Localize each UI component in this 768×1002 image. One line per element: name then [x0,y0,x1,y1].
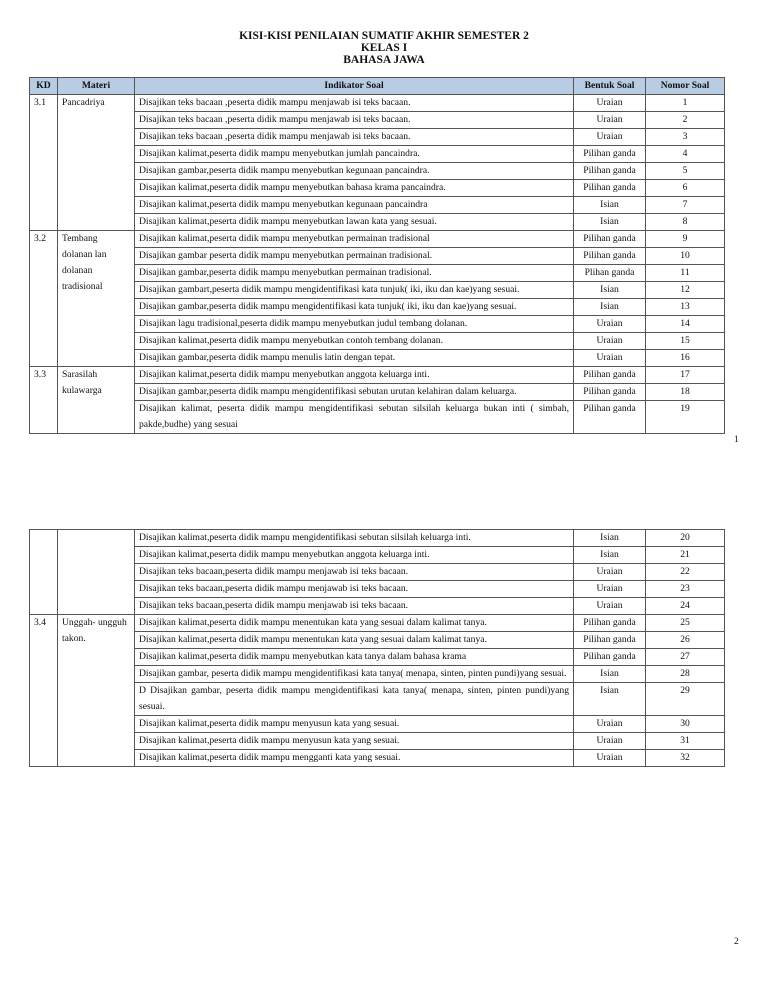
page-number: 1 [734,435,739,445]
nomor-cell: 9 [646,231,725,248]
bentuk-cell: Uraian [574,564,646,581]
bentuk-cell: Isian [574,683,646,716]
bentuk-cell: Uraian [574,598,646,615]
table-row [30,564,725,581]
indikator-cell: Disajikan teks bacaan ,peserta didik mampu menjawab isi teks bacaan. [135,95,574,112]
materi-line: Unggah- ungguh [62,617,127,628]
materi-line: dolanan lan [62,249,107,260]
kd-cell: 3.1 [30,95,58,231]
indikator-cell: Disajikan kalimat,peserta didik mampu menentukan kata yang sesuai dalam kalimat tanya. [135,615,574,632]
kd-cell: 3.3 [30,367,58,434]
bentuk-cell: Uraian [574,733,646,750]
table-row [30,214,725,231]
materi-cell [58,367,135,434]
kd-cell: 3.2 [30,231,58,367]
indikator-cell: Disajikan kalimat,peserta didik mampu mengidentifikasi sebutan silsilah keluarga inti. [135,530,574,547]
bentuk-cell: Pilihan ganda [574,367,646,384]
indikator-cell: Disajikan gambart,peserta didik mampu mengidentifikasi kata tunjuk( iki, iku dan kae)yang sesuai. [135,282,574,299]
subject-label: BAHASA JAWA [343,54,425,66]
indikator-cell: Disajikan gambar,peserta didik mampu mengidentifikasi sebutan urutan kelahiran dalam keluarga. [135,384,574,401]
indikator-cell: Disajikan kalimat,peserta didik mampu menyebutkan bahasa krama pancaindra. [135,180,574,197]
materi-line: takon. [62,633,86,644]
indikator-cell: Disajikan gambar,peserta didik mampu mengidentifikasi kata tunjuk( iki, iku dan kae)yang sesuai. [135,299,574,316]
nomor-cell: 22 [646,564,725,581]
indikator-cell: Disajikan teks bacaan ,peserta didik mampu menjawab isi teks bacaan. [135,129,574,146]
nomor-cell: 27 [646,649,725,666]
table-row [30,282,725,299]
bentuk-cell: Pilihan ganda [574,231,646,248]
bentuk-cell: Uraian [574,129,646,146]
nomor-cell: 14 [646,316,725,333]
nomor-cell: 21 [646,547,725,564]
nomor-cell: 29 [646,683,725,716]
table-row [30,95,725,112]
bentuk-cell: Isian [574,530,646,547]
indikator-cell: Disajikan teks bacaan ,peserta didik mampu menjawab isi teks bacaan. [135,112,574,129]
header-kd: KD [30,78,58,95]
indikator-cell: Disajikan lagu tradisional,peserta didik mampu menyebutkan judul tembang dolanan. [135,316,574,333]
table-row [30,401,725,434]
indikator-cell: D Disajikan gambar, peserta didik mampu mengidentifikasi kata tanya( menapa, sinten, pinten pundi)yang sesuai. [135,683,574,716]
table-row [30,649,725,666]
bentuk-cell: Uraian [574,350,646,367]
table-row [30,146,725,163]
indikator-cell: Disajikan gambar,peserta didik mampu menulis latin dengan tepat. [135,350,574,367]
materi-line: kulawarga [62,385,102,396]
table-row [30,716,725,733]
nomor-cell: 8 [646,214,725,231]
nomor-cell: 17 [646,367,725,384]
bentuk-cell: Uraian [574,750,646,767]
class-label: KELAS I [360,42,408,54]
bentuk-cell: Uraian [574,333,646,350]
bentuk-cell: Pilihan ganda [574,632,646,649]
bentuk-cell: Uraian [574,716,646,733]
nomor-cell: 11 [646,265,725,282]
indikator-cell: Disajikan kalimat,peserta didik mampu menyebutkan contoh tembang dolanan. [135,333,574,350]
kisi-kisi-table-page-2 [29,529,725,767]
nomor-cell: 32 [646,750,725,767]
nomor-cell: 20 [646,530,725,547]
bentuk-cell: Isian [574,282,646,299]
header-indikator: Indikator Soal [135,78,574,95]
indikator-cell: Disajikan kalimat,peserta didik mampu menyebutkan anggota keluarga inti. [135,547,574,564]
indikator-cell: Disajikan kalimat,peserta didik mampu menentukan kata yang sesuai dalam kalimat tanya. [135,632,574,649]
nomor-cell: 7 [646,197,725,214]
bentuk-cell: Isian [574,214,646,231]
indikator-cell: Disajikan kalimat,peserta didik mampu menyebutkan kegunaan pancaindra [135,197,574,214]
bentuk-cell: Pilihan ganda [574,401,646,434]
nomor-cell: 5 [646,163,725,180]
table-row [30,180,725,197]
table-row [30,615,725,632]
bentuk-cell: Isian [574,666,646,683]
nomor-cell: 1 [646,95,725,112]
materi-line: Tembang [62,233,98,244]
indikator-cell: Disajikan kalimat,peserta didik mampu menyebutkan permainan tradisional [135,231,574,248]
table-row [30,733,725,750]
bentuk-cell: Pilihan ganda [574,615,646,632]
table-row [30,231,725,248]
nomor-cell: 24 [646,598,725,615]
indikator-cell: Disajikan teks bacaan,peserta didik mampu menjawab isi teks bacaan. [135,581,574,598]
table-row [30,598,725,615]
kd-cell: 3.4 [30,615,58,767]
indikator-cell: Disajikan gambar, peserta didik mampu mengidentifikasi kata tanya( menapa, sinten, pinten pundi)yang sesuai. [135,666,574,683]
nomor-cell: 16 [646,350,725,367]
nomor-cell: 4 [646,146,725,163]
bentuk-cell: Pilihan ganda [574,163,646,180]
bentuk-cell: Uraian [574,112,646,129]
indikator-cell: Disajikan teks bacaan,peserta didik mampu menjawab isi teks bacaan. [135,564,574,581]
nomor-cell: 23 [646,581,725,598]
table-row [30,350,725,367]
bentuk-cell: Plihan ganda [574,265,646,282]
materi-cell [58,530,135,615]
table-row [30,530,725,547]
header-nomor: Nomor Soal [646,78,725,95]
materi-line: tradisional [62,281,103,292]
nomor-cell: 3 [646,129,725,146]
table-row [30,384,725,401]
indikator-cell: Disajikan gambar,peserta didik mampu menyebutkan kegunaan pancaindra. [135,163,574,180]
table-row [30,265,725,282]
bentuk-cell: Uraian [574,95,646,112]
indikator-cell: Disajikan kalimat,peserta didik mampu menyebutkan jumlah pancaindra. [135,146,574,163]
table-row [30,683,725,716]
indikator-cell: Disajikan kalimat,peserta didik mampu menyusun kata yang sesuai. [135,716,574,733]
nomor-cell: 15 [646,333,725,350]
bentuk-cell: Uraian [574,581,646,598]
table-row [30,197,725,214]
bentuk-cell: Isian [574,547,646,564]
nomor-cell: 26 [646,632,725,649]
nomor-cell: 31 [646,733,725,750]
materi-cell [58,95,135,231]
table-row [30,581,725,598]
materi-cell [58,231,135,367]
header-bentuk: Bentuk Soal [574,78,646,95]
bentuk-cell: Isian [574,197,646,214]
bentuk-cell: Pilihan ganda [574,180,646,197]
table-row [30,367,725,384]
page-number: 2 [734,937,739,947]
bentuk-cell: Pilihan ganda [574,146,646,163]
nomor-cell: 18 [646,384,725,401]
nomor-cell: 13 [646,299,725,316]
nomor-cell: 2 [646,112,725,129]
indikator-cell: Disajikan gambar,peserta didik mampu menyebutkan permainan tradisional. [135,265,574,282]
nomor-cell: 6 [646,180,725,197]
table-row [30,666,725,683]
header-materi: Materi [58,78,135,95]
table-row [30,333,725,350]
nomor-cell: 25 [646,615,725,632]
indikator-cell: Disajikan kalimat,peserta didik mampu menyebutkan anggota keluarga inti. [135,367,574,384]
nomor-cell: 28 [646,666,725,683]
indikator-cell: Disajikan kalimat, peserta didik mampu mengidentifikasi sebutan silsilah keluarga bukan inti ( simbah, pakde,budhe) yang sesuai [135,401,574,434]
nomor-cell: 19 [646,401,725,434]
table-row [30,112,725,129]
materi-line: dolanan [62,265,93,276]
kisi-kisi-table-page-1 [29,77,725,434]
indikator-cell: Disajikan kalimat,peserta didik mampu menyebutkan lawan kata yang sesuai. [135,214,574,231]
bentuk-cell: Pilihan ganda [574,248,646,265]
bentuk-cell: Uraian [574,316,646,333]
materi-line: Pancadriya [62,97,105,108]
table-row [30,248,725,265]
nomor-cell: 12 [646,282,725,299]
table-row [30,547,725,564]
materi-cell [58,615,135,767]
kd-cell [30,530,58,615]
indikator-cell: Disajikan teks bacaan,peserta didik mampu menjawab isi teks bacaan. [135,598,574,615]
table-row [30,299,725,316]
indikator-cell: Disajikan kalimat,peserta didik mampu mengganti kata yang sesuai. [135,750,574,767]
materi-line: Sarasilah [62,369,98,380]
nomor-cell: 30 [646,716,725,733]
document-title: KISI-KISI PENILAIAN SUMATIF AKHIR SEMESTER 2 [239,30,529,42]
bentuk-cell: Isian [574,299,646,316]
table-row [30,316,725,333]
indikator-cell: Disajikan kalimat,peserta didik mampu menyebutkan kata tanya dalam bahasa krama [135,649,574,666]
indikator-cell: Disajikan kalimat,peserta didik mampu menyusun kata yang sesuai. [135,733,574,750]
table-row [30,163,725,180]
bentuk-cell: Pilihan ganda [574,649,646,666]
table-header-row [30,78,725,95]
table-row [30,129,725,146]
nomor-cell: 10 [646,248,725,265]
indikator-cell: Disajikan gambar peserta didik mampu menyebutkan permainan tradisional. [135,248,574,265]
table-row [30,632,725,649]
table-row [30,750,725,767]
bentuk-cell: Pilihan ganda [574,384,646,401]
